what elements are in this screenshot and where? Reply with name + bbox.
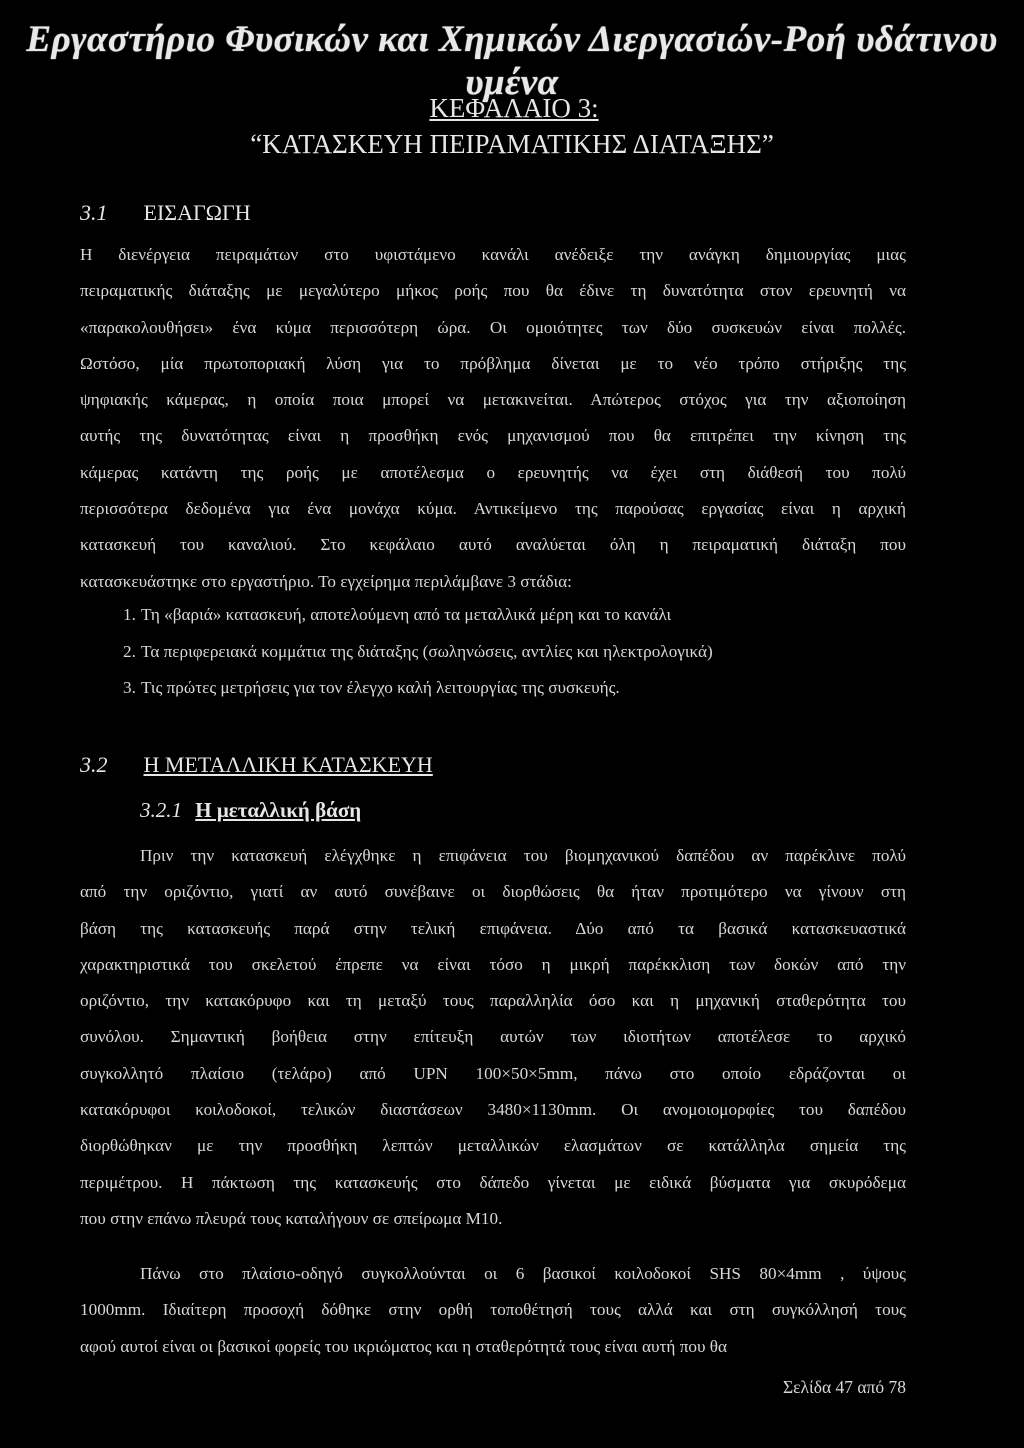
text-line: Πριν την κατασκευή ελέγχθηκε η επιφάνεια του βιομηχανικού δαπέδου αν παρέκλινε πολύ bbox=[140, 846, 906, 865]
intro-paragraph bbox=[80, 237, 906, 600]
text-line: συνόλου. Σημαντική βοήθεια στην επίτευξη αυτών των ιδιοτήτων αποτέλεσε το αρχικό bbox=[80, 1027, 906, 1047]
subsection-number: 3.2.1 bbox=[140, 798, 182, 822]
chapter-heading bbox=[0, 90, 1024, 162]
text-line: κάμερας κατάντη της ροής με αποτέλεσμα ο ερευνητής να έχει στη διάθεσή του πολύ bbox=[80, 462, 906, 482]
text-line: οριζόντιο, την κατακόρυφο και τη μεταξύ τους παραλληλία όσο και η μηχανική σταθερότητα του bbox=[80, 991, 906, 1011]
section-number: 3.2 bbox=[80, 752, 108, 777]
text-line: Η διενέργεια πειραμάτων στο υφιστάμενο κανάλι ανέδειξε την ανάγκη δημιουργίας μιας bbox=[80, 245, 906, 264]
text-line: κατασκευάστηκε στο εργαστήριο. Το εγχείρημα περιλάμβανε 3 στάδια: bbox=[80, 571, 572, 591]
list-item: 2. Τα περιφερειακά κομμάτια της διάταξης (σωληνώσεις, αντλίες και ηλεκτρολογικά) bbox=[123, 641, 713, 661]
text-line: πειραματικής διάταξης με μεγαλύτερο μήκος ροής που θα έδινε τη δυνατότητα στον ερευνητή να bbox=[80, 281, 906, 301]
text-line: διορθώθηκαν με την προσθήκη λεπτών μεταλλικών ελασμάτων σε κατάλληλα σημεία της bbox=[80, 1136, 906, 1156]
section-heading-3-2 bbox=[80, 752, 433, 778]
text-line: αυτής της δυνατότητας είναι η προσθήκη ενός μηχανισμού που θα επιτρέπει την κίνηση της bbox=[80, 426, 906, 446]
text-line: ψηφιακής κάμερας, η οποία ποια μπορεί να μετακινείται. Απώτερος στόχος για την αξιοποίηση bbox=[80, 390, 906, 410]
section-number: 3.1 bbox=[80, 200, 108, 225]
text-line: «παρακολουθήσει» ένα κύμα περισσότερη ώρα. Οι ομοιότητες των δύο συσκευών είναι πολλές. bbox=[80, 317, 906, 337]
text-line: βάση της κατασκευής παρά στην τελική επιφάνεια. Δύο από τα βασικά κατασκευαστικά bbox=[80, 918, 906, 938]
text-line: 1000mm. Ιδιαίτερη προσοχή δόθηκε στην ορθή τοποθέτησή τους αλλά και στη συγκόλλησή τους bbox=[80, 1300, 906, 1320]
list-item: 1. Τη «βαριά» κατασκευή, αποτελούμενη από τα μεταλλικά μέρη και το κανάλι bbox=[123, 605, 672, 624]
page-number: Σελίδα 47 από 78 bbox=[782, 1377, 906, 1397]
section-heading-3-1 bbox=[80, 200, 251, 226]
text-line: περισσότερα δεδομένα για ένα μονάχα κύμα. Αντικείμενο της παρούσας εργασίας είναι η αρχική bbox=[80, 499, 906, 519]
text-line: κατασκευή του καναλιού. Στο κεφάλαιο αυτό αναλύεται όλη η πειραματική διάταξη που bbox=[80, 535, 906, 555]
text-line: συγκολλητό πλαίσιο (τελάρο) από UPN 100×50×5mm, πάνω στο οποίο εδράζονται οι bbox=[80, 1063, 906, 1083]
section-title: ΕΙΣΑΓΩΓΗ bbox=[143, 200, 251, 225]
subsection-title: Η μεταλλική βάση bbox=[195, 798, 362, 822]
text-line: Ωστόσο, μία πρωτοποριακή λύση για το πρόβλημα δίνεται με το νέο τρόπο στήριξης της bbox=[80, 353, 906, 373]
running-header: Εργαστήριο Φυσικών και Χημικών Διεργασιών-Ροή υδάτινου υμένα bbox=[26, 19, 998, 103]
list-item: 3. Τις πρώτες μετρήσεις για τον έλεγχο καλή λειτουργίας της συσκευής. bbox=[123, 678, 620, 697]
metal-base-paragraph-2 bbox=[80, 1256, 906, 1365]
text-line: περιμέτρου. Η πάκτωση της κατασκευής στο δάπεδο γίνεται με ειδικά βύσματα για σκυρόδεμα bbox=[80, 1172, 906, 1192]
chapter-title: “ΚΑΤΑΣΚΕΥΗ ΠΕΙΡΑΜΑΤΙΚΗΣ ΔΙΑΤΑΞΗΣ” bbox=[250, 129, 774, 159]
text-line: Πάνω στο πλαίσιο-οδηγό συγκολλούνται οι 6 βασικοί κοιλοδοκοί SHS 80×4mm , ύψους bbox=[140, 1264, 906, 1283]
text-line: που στην επάνω πλευρά τους καταλήγουν σε σπείρωμα Μ10. bbox=[80, 1208, 503, 1228]
metal-base-paragraph-1 bbox=[80, 838, 906, 1237]
text-line: κατακόρυφοι κοιλοδοκοί, τελικών διαστάσεων 3480×1130mm. Οι ανομοιομορφίες του δαπέδου bbox=[80, 1100, 906, 1120]
text-line: από την οριζόντιο, γιατί αν αυτό συνέβαινε οι διορθώσεις θα ήταν προτιμότερο να γίνουν στη bbox=[80, 882, 906, 902]
stages-list bbox=[123, 597, 713, 707]
subsection-heading-3-2-1 bbox=[140, 798, 361, 823]
text-line: αφού αυτοί είναι οι βασικοί φορείς του ικριώματος και η σταθερότητά τους είναι αυτή που θα bbox=[80, 1336, 728, 1356]
text-line: χαρακτηριστικά του σκελετού έπρεπε να είναι τόσο η μικρή παρέκκλιση των δοκών από την bbox=[80, 954, 906, 974]
section-title: Η ΜΕΤΑΛΛΙΚΗ ΚΑΤΑΣΚΕΥΗ bbox=[143, 752, 433, 777]
chapter-label: ΚΕΦΑΛΑΙΟ 3: bbox=[429, 93, 599, 123]
